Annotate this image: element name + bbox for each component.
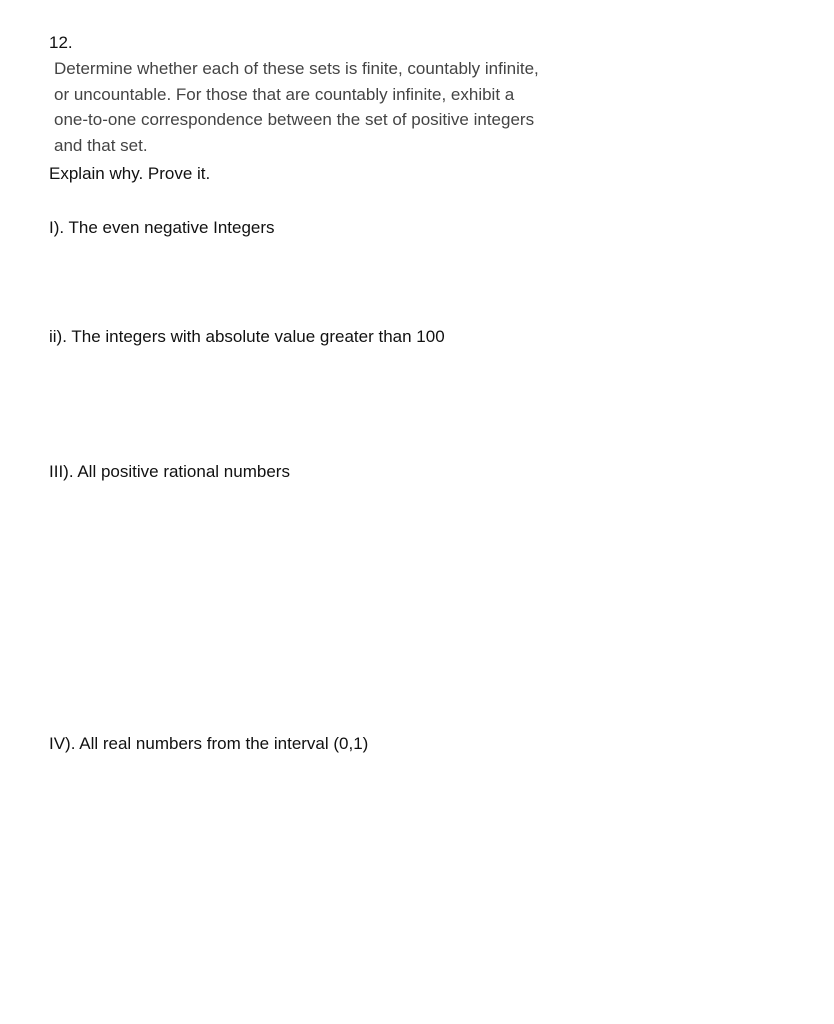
prompt-line: or uncountable. For those that are countably infinite, exhibit a <box>54 84 515 104</box>
question-number: 12. <box>49 33 73 52</box>
part-iv-text: IV). All real numbers from the interval (0,1) <box>49 734 369 753</box>
instruction-text: Explain why. Prove it. <box>49 164 211 183</box>
part-ii-text: ii). The integers with absolute value greater than 100 <box>49 327 445 346</box>
prompt-line: one-to-one correspondence between the set of positive integers <box>54 110 535 129</box>
question-prompt <box>54 56 654 158</box>
prompt-line: and that set. <box>54 135 148 155</box>
part-iii-text: III). All positive rational numbers <box>49 462 290 481</box>
prompt-line: Determine whether each of these sets is finite, countably infinite, <box>54 59 539 78</box>
part-i-text: I). The even negative Integers <box>49 218 275 237</box>
